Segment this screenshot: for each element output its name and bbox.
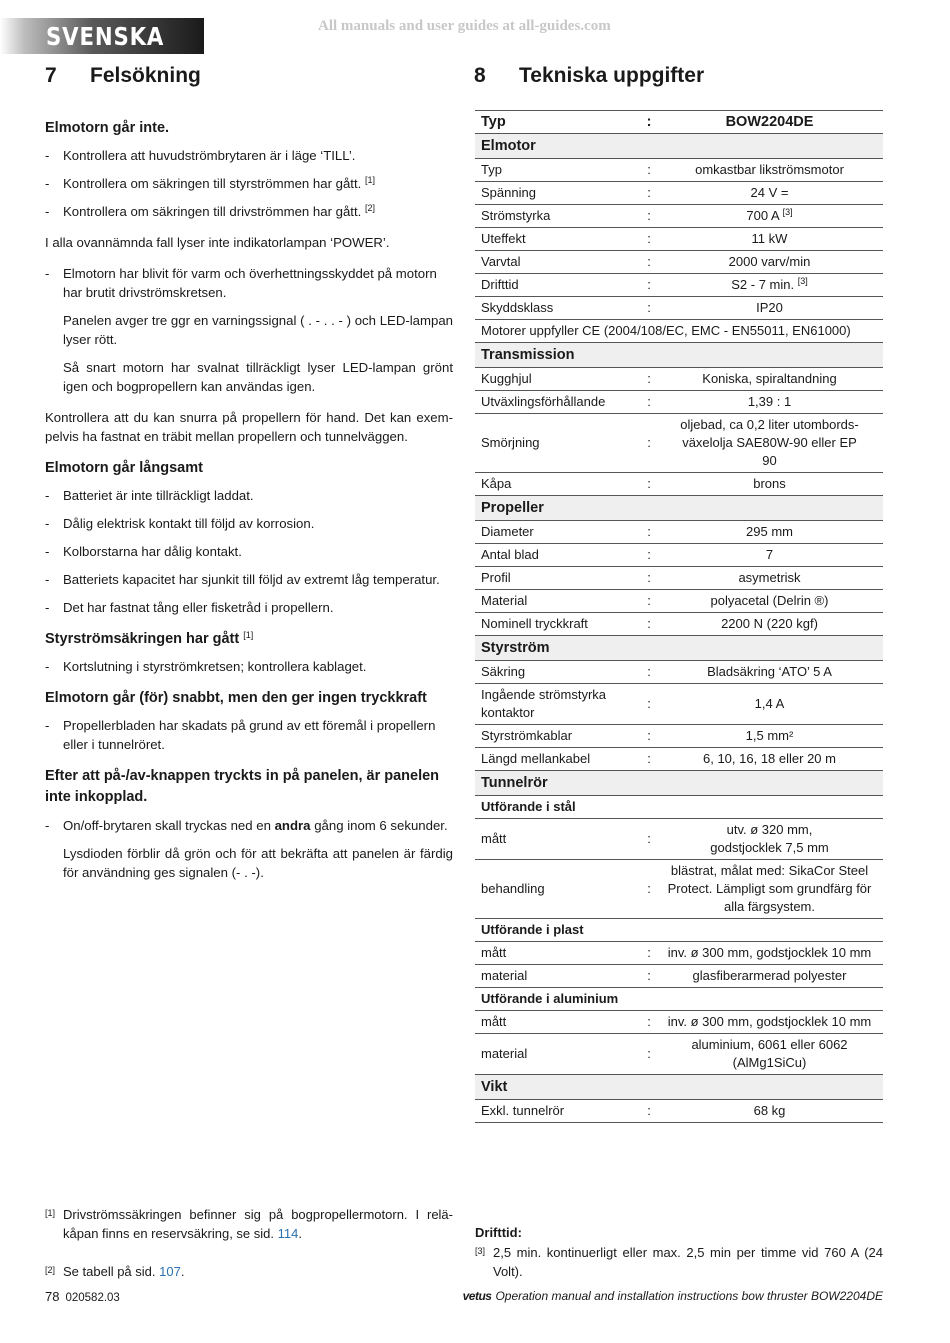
paragraph: I alla ovannämnda fall lyser inte indikatorlampan ‘POWER’. xyxy=(45,235,390,250)
bullet-list xyxy=(45,486,453,617)
page-link[interactable]: 114 xyxy=(277,1226,299,1241)
section-title: Tekniska uppgifter xyxy=(519,64,705,87)
section-number: 8 xyxy=(474,64,486,87)
troubleshooting-column xyxy=(45,110,453,891)
table-row: Profil : asymetrisk xyxy=(475,567,883,590)
table-row: Typ : BOW2204DE xyxy=(475,111,883,134)
table-section-header: Elmotor xyxy=(475,134,883,159)
list-item: - Kontrollera om säkringen till styrströmmen har gått. [1] xyxy=(45,174,453,193)
table-row: material : aluminium, 6061 eller 6062 (AlMg1SiCu) xyxy=(475,1034,883,1075)
footnote-ref: [1] xyxy=(364,175,375,185)
list-item: - Elmotorn har blivit för varm och överhettningsskyddet på motorn har brutit drivströmskretsen. xyxy=(45,264,453,302)
list-item: - Kontrollera att huvudströmbrytaren är i läge ‘TILL’. xyxy=(45,146,453,165)
language-label: SVENSKA xyxy=(46,22,165,51)
section-title: Felsökning xyxy=(90,64,201,87)
table-row: Material : polyacetal (Delrin ®) xyxy=(475,590,883,613)
section-number: 7 xyxy=(45,64,57,87)
list-item: - Det har fastnat tång eller fisketråd i propellern. xyxy=(45,598,453,617)
table-row: Typ : omkastbar likströmsmotor xyxy=(475,159,883,182)
table-row: Smörjning : oljebad, ca 0,2 liter utombords-växelolja SAE80W-90 eller EP 90 xyxy=(475,414,883,473)
subsection-title: Elmotorn går långsamt xyxy=(45,460,203,476)
footnote-1: [1] Drivströmssäkringen befinner sig på bogpropellermotorn. I relä-kåpan finns en reservsäkring, se sid. 114. xyxy=(45,1205,453,1243)
section-heading-technical-data xyxy=(474,64,704,88)
paragraph: Så snart motorn har svalnat tillräckligt lyser LED-lampan grönt igen och bogpropellern kan användas igen. xyxy=(63,360,453,394)
table-row: Skyddsklass : IP20 xyxy=(475,297,883,320)
table-row: mått : inv. ø 300 mm, godstjocklek 10 mm xyxy=(475,942,883,965)
footnote-ref: [3] xyxy=(782,207,793,217)
bullet-list xyxy=(45,657,453,676)
table-row: Varvtal : 2000 varv/min xyxy=(475,251,883,274)
table-row: Ingående strömstyrka kontaktor : 1,4 A xyxy=(475,684,883,725)
bullet-list xyxy=(45,146,453,221)
page-footer xyxy=(45,1289,883,1304)
bullet-list xyxy=(45,716,453,754)
document-title: Operation manual and installation instructions bow thruster BOW2204DE xyxy=(495,1289,883,1303)
subsection-title: Styrströmsäkringen har gått [1] xyxy=(45,630,254,647)
table-row: Styrströmkablar : 1,5 mm² xyxy=(475,725,883,748)
list-item: - Batteriet är inte tillräckligt laddat. xyxy=(45,486,453,505)
footnote-ref: [3] xyxy=(797,276,808,286)
document-number: 020582.03 xyxy=(65,1292,120,1304)
footnote-mark: [1] xyxy=(45,1208,56,1218)
subsection-title: Elmotorn går (för) snabbt, men den ger ingen tryckkraft xyxy=(45,690,427,706)
table-section-header: Tunnelrör xyxy=(475,771,883,796)
footnote-ref: [1] xyxy=(243,630,254,640)
paragraph: Lysdioden förblir då grön och för att bekräfta att panelen är färdig för användning ges signalen (- . -). xyxy=(63,846,453,880)
list-item: - Kortslutning i styrströmkretsen; kontrollera kablaget. xyxy=(45,657,453,676)
language-tab xyxy=(0,18,204,54)
table-row: Drifttid : S2 - 7 min. [3] xyxy=(475,274,883,297)
table-row: Strömstyrka : 700 A [3] xyxy=(475,205,883,228)
subsection-title: Elmotorn går inte. xyxy=(45,120,170,136)
watermark: All manuals and user guides at all-guides.com xyxy=(318,18,611,34)
table-row: material : glasfiberarmerad polyester xyxy=(475,965,883,988)
table-subsection-header: Utförande i aluminium xyxy=(475,988,883,1011)
table-row: Diameter : 295 mm xyxy=(475,521,883,544)
table-row: Utväxlingsförhållande : 1,39 : 1 xyxy=(475,391,883,414)
footnote-3: [3] 2,5 min. kontinuerligt eller max. 2,5 min per timme vid 760 A (24 Volt). xyxy=(475,1243,883,1281)
table-subsection-header: Utförande i stål xyxy=(475,796,883,819)
spec-table xyxy=(475,110,883,1123)
list-item: - Kontrollera om säkringen till drivströmmen har gått. [2] xyxy=(45,202,453,221)
table-section-header: Vikt xyxy=(475,1075,883,1100)
table-row: mått : utv. ø 320 mm, godstjocklek 7,5 mm xyxy=(475,819,883,860)
subsection-title: Efter att på-/av-knappen tryckts in på panelen, är panelen inte inkopplad. xyxy=(45,768,440,805)
paragraph: Panelen avger tre ggr en varningssignal ( . - . . - ) och LED-lampan lyser rött. xyxy=(63,313,453,347)
table-row: Kåpa : brons xyxy=(475,473,883,496)
footnote-ref: [2] xyxy=(364,203,375,213)
table-row: Spänning : 24 V = xyxy=(475,182,883,205)
bullet-list xyxy=(45,816,453,835)
bullet-list xyxy=(45,264,453,302)
footnote-mark: [2] xyxy=(45,1265,56,1275)
table-section-header: Transmission xyxy=(475,343,883,368)
table-row: mått : inv. ø 300 mm, godstjocklek 10 mm xyxy=(475,1011,883,1034)
list-item: - Batteriets kapacitet har sjunkit till följd av extremt låg temperatur. xyxy=(45,570,453,589)
table-row: Antal blad : 7 xyxy=(475,544,883,567)
footnote-3-title: Drifttid: xyxy=(475,1225,522,1240)
list-item: - On/off-brytaren skall tryckas ned en andra gång inom 6 sekunder. xyxy=(45,816,453,835)
table-row: Säkring : Bladsäkring ‘ATO’ 5 A xyxy=(475,661,883,684)
footnote-2: [2] Se tabell på sid. 107. xyxy=(45,1262,453,1281)
table-row: Kugghjul : Koniska, spiraltandning xyxy=(475,368,883,391)
table-row: Motorer uppfyller CE (2004/108/EC, EMC - EN55011, EN61000) xyxy=(475,320,883,343)
footnote-mark: [3] xyxy=(475,1246,486,1256)
section-heading-troubleshooting xyxy=(45,64,201,88)
list-item: - Propellerbladen har skadats på grund av ett föremål i propellern eller i tunnelröret. xyxy=(45,716,453,754)
page-number: 78 xyxy=(45,1289,60,1304)
page-link[interactable]: 107 xyxy=(159,1264,181,1279)
table-row: Exkl. tunnelrör : 68 kg xyxy=(475,1100,883,1123)
table-row: Uteffekt : 11 kW xyxy=(475,228,883,251)
table-section-header: Styrström xyxy=(475,636,883,661)
table-section-header: Propeller xyxy=(475,496,883,521)
paragraph: Kontrollera att du kan snurra på propellern för hand. Det kan exem-pelvis ha fastnat en träbit mellan propellern och tunnelväggen. xyxy=(45,410,453,444)
list-item: - Kolborstarna har dålig kontakt. xyxy=(45,542,453,561)
table-subsection-header: Utförande i plast xyxy=(475,919,883,942)
table-row: Nominell tryckkraft : 2200 N (220 kgf) xyxy=(475,613,883,636)
list-item: - Dålig elektrisk kontakt till följd av korrosion. xyxy=(45,514,453,533)
table-row: Längd mellankabel : 6, 10, 16, 18 eller 20 m xyxy=(475,748,883,771)
brand-logo: vetus xyxy=(462,1289,492,1303)
table-row: behandling : blästrat, målat med: SikaCor Steel Protect. Lämpligt som grundfärg för alla färgsystem. xyxy=(475,860,883,919)
